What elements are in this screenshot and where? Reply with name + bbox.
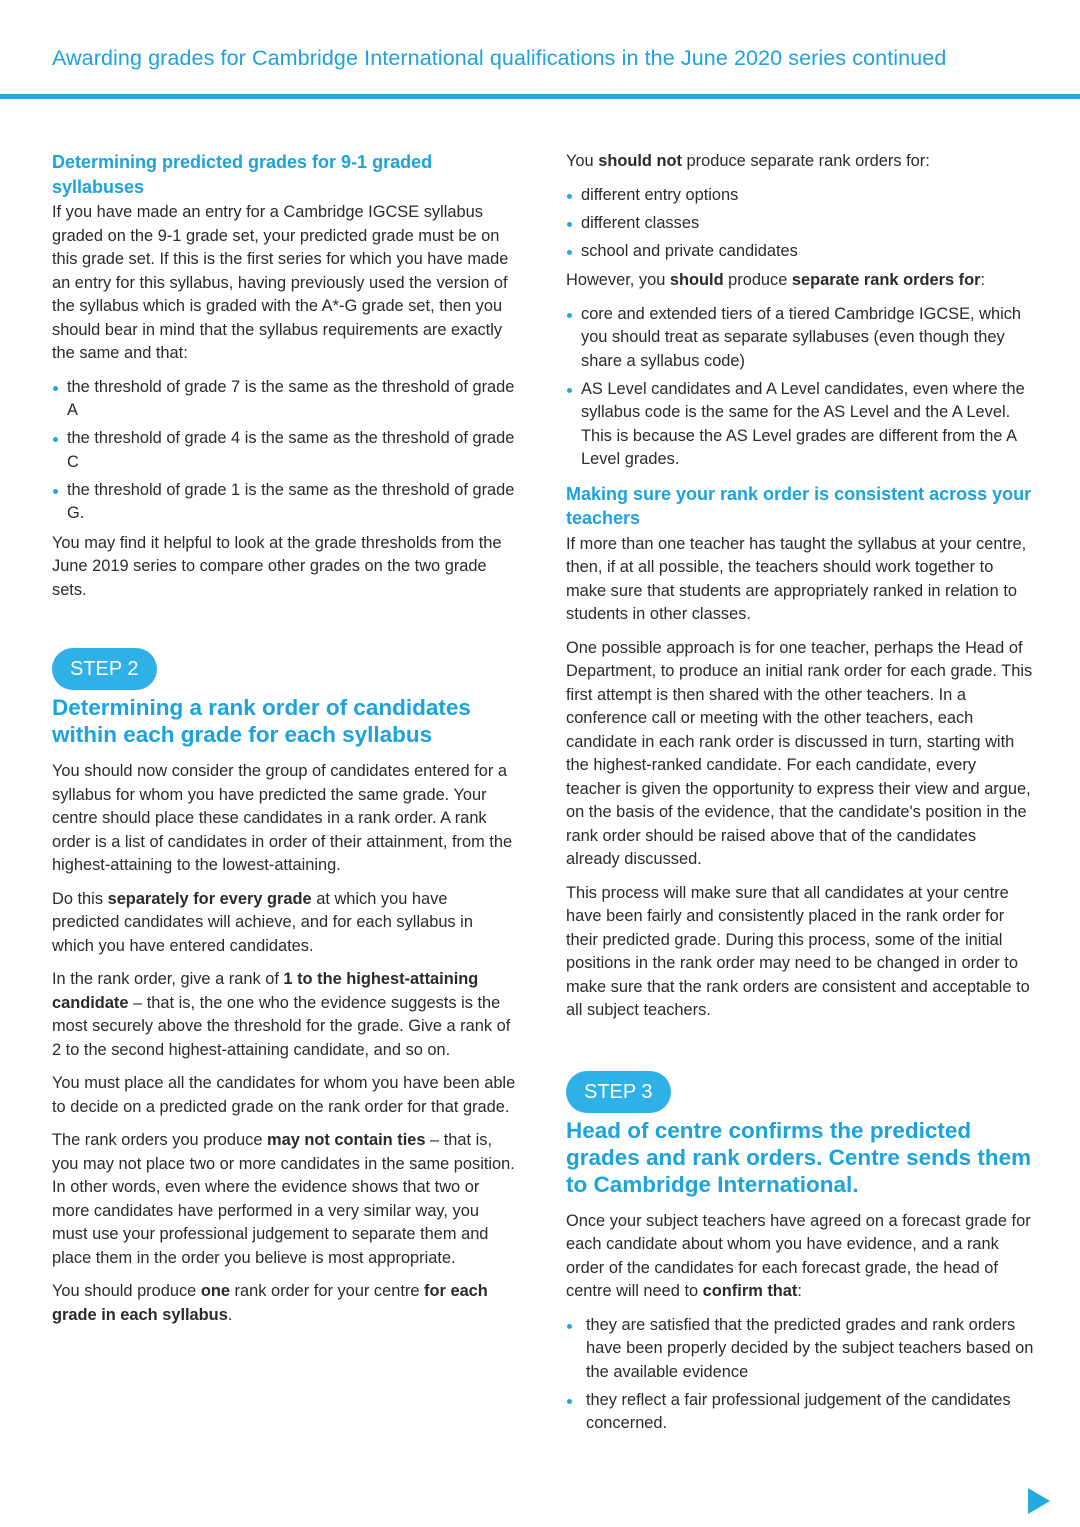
list-item: the threshold of grade 4 is the same as the threshold of grade C [52,427,517,474]
list-item: the threshold of grade 7 is the same as the threshold of grade A [52,376,517,423]
list-item: different classes [566,212,1034,236]
list-item: they reflect a fair professional judgement of the candidates concerned. [566,1389,1034,1436]
step-3-badge: STEP 3 [566,1071,671,1113]
bullet-list [566,184,1034,264]
bullet-list [566,303,1034,472]
list-item: the threshold of grade 1 is the same as the threshold of grade G. [52,479,517,526]
paragraph: One possible approach is for one teacher, perhaps the Head of Department, to produce an initial rank order for each grade. This first attempt is then shared with the other teachers. In a conference call or meeting with the other teachers, each candidate in each rank order is discussed in turn, starting with the highest-ranked candidate. For each candidate, every teacher is given the opportunity to express their view and argue, on the basis of the evidence, that the candidate's position in the rank order should be raised above that of the candidates already discussed. [566,638,1033,868]
page-header [0,0,1080,100]
next-page-arrow-icon[interactable] [1028,1488,1050,1514]
list-item: school and private candidates [566,240,1034,264]
right-column [566,150,1034,1442]
paragraph: If more than one teacher has taught the syllabus at your centre, then, if at all possible, the teachers should work together to make sure that students are appropriately ranked in relation to students in other classes. [566,534,1027,623]
section-heading-predicted-grades: Determining predicted grades for 9-1 graded syllabuses [52,152,433,197]
paragraph: You should not produce separate rank orders for: [566,152,930,170]
list-item: core and extended tiers of a tiered Cambridge IGCSE, which you should treat as separate syllabuses (even though they share a syllabus code) [566,303,1034,374]
bullet-list [566,1314,1034,1436]
paragraph: In the rank order, give a rank of 1 to the highest-attaining candidate – that is, the one who the evidence suggests is the most securely above the threshold for the grade. Give a rank of 2 to the second highest-attaining candidate, and so on. [52,970,511,1059]
paragraph: You must place all the candidates for whom you have been able to decide on a predicted grade on the rank order for that grade. [52,1074,516,1116]
paragraph: However, you should produce separate rank orders for: [566,271,986,289]
list-item: different entry options [566,184,1034,208]
paragraph: You should produce one rank order for your centre for each grade in each syllabus. [52,1282,488,1324]
paragraph: You should now consider the group of candidates entered for a syllabus for whom you have predicted the same grade. Your centre should place these candidates in a rank order. A rank order is a list of candidates in order of their attainment, from the highest-attaining to the lowest-attaining. [52,762,513,874]
header-continued: continued [852,46,947,70]
section-heading-consistency: Making sure your rank order is consistent across your teachers [566,483,1032,528]
step-2-badge: STEP 2 [52,648,157,690]
paragraph: Do this separately for every grade at which you have predicted candidates will achieve, and for each syllabus in which you have entered candidates. [52,889,473,955]
paragraph: This process will make sure that all candidates at your centre have been fairly and consistently placed in the rank order for their predicted grade. During this process, some of the initial positions in the rank order may need to be changed in order to make sure that the rank orders are consistent and acceptable to all subject teachers. [566,883,1030,1019]
bullet-list [52,376,517,526]
step-2-heading: Determining a rank order of candidates within each grade for each syllabus [52,695,471,747]
header-title [52,46,946,71]
step-3-heading: Head of centre confirms the predicted grades and rank orders. Centre sends them to Cambridge International. [566,1117,1032,1197]
header-rule [0,94,1080,99]
left-column [52,150,517,1337]
paragraph: Once your subject teachers have agreed on a forecast grade for each candidate about whom you have evidence, and a rank order of the candidates for each forecast grade, the head of centre will need to confirm that: [566,1211,1031,1300]
paragraph: If you have made an entry for a Cambridge IGCSE syllabus graded on the 9-1 grade set, your predicted grade must be on this grade set. If this is the first series for which you have made an entry for this syllabus, having previously used the version of the syllabus which is graded with the A*-G grade set, then you should bear in mind that the syllabus requirements are exactly the same and that: [52,203,509,362]
list-item: AS Level candidates and A Level candidates, even where the syllabus code is the same for the AS Level and the A Level. This is because the AS Level grades are different from the A Level grades. [566,378,1034,472]
list-item: they are satisfied that the predicted grades and rank orders have been properly decided by the subject teachers based on the available evidence [566,1314,1034,1385]
header-title-text: Awarding grades for Cambridge International qualifications in the June 2020 series [52,46,847,70]
paragraph: The rank orders you produce may not contain ties – that is, you may not place two or more candidates in the same position. In other words, even where the evidence shows that two or more candidates have performed in a very similar way, you must use your professional judgement to separate them and place them in the order you believe is most appropriate. [52,1131,515,1267]
paragraph: You may find it helpful to look at the grade thresholds from the June 2019 series to compare other grades on the two grade sets. [52,533,502,599]
